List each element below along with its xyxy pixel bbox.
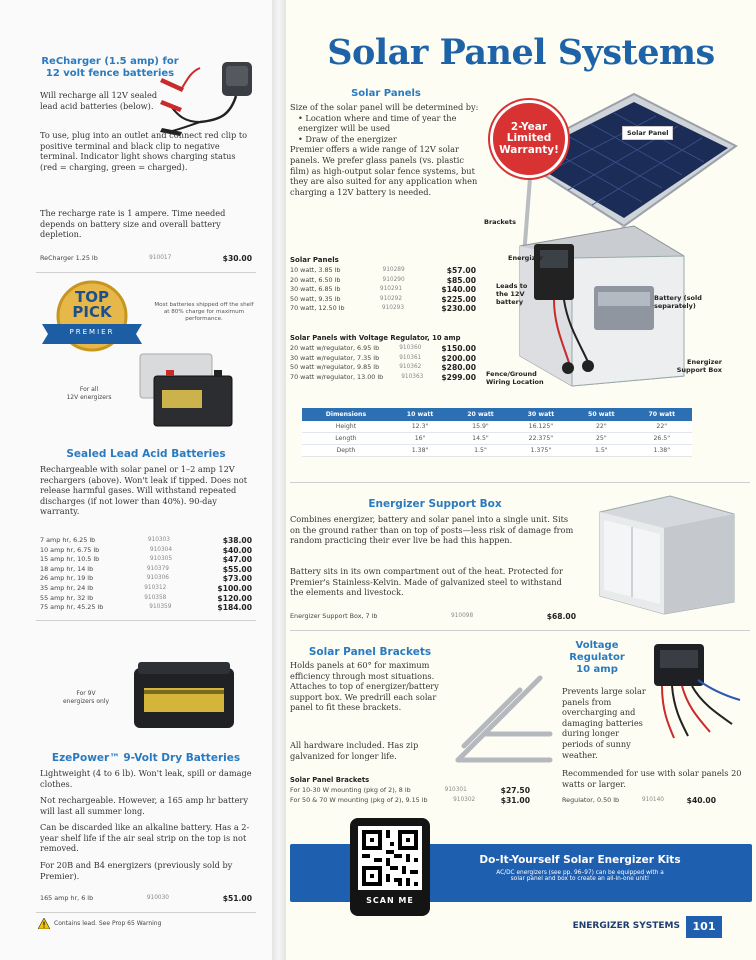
- caption-line1: For 9V: [76, 690, 96, 697]
- price-item-name: 18 amp hr, 14 lb: [40, 564, 94, 573]
- support-box-image: [590, 492, 740, 616]
- price-item-name: 165 amp hr, 6 lb: [40, 894, 94, 902]
- table-cell: 25": [571, 433, 631, 445]
- price-item-price: $299.00: [441, 372, 476, 382]
- table-cell: 26.5": [632, 433, 692, 445]
- solar-panels-list-title: Solar Panels: [290, 256, 339, 264]
- diy-banner-text: [420, 854, 740, 882]
- price-item-price: $184.00: [217, 603, 252, 613]
- dry-battery-caption: [48, 690, 124, 706]
- recharger-body-3: The recharge rate is 1 ampere. Time needed depends on battery size and overall battery depletion.: [40, 208, 226, 240]
- price-item-price: $73.00: [222, 574, 252, 584]
- price-item-name: 50 watt w/regulator, 9.85 lb: [290, 363, 380, 372]
- callout-battery: Battery (sold separately): [654, 294, 702, 310]
- price-item-name: 70 watt, 12.50 lb: [290, 304, 345, 313]
- price-item-sku: 910304: [149, 546, 173, 553]
- brackets-body-1: Holds panels at 60° for maximum efficiency through most situations. Attaches to top of energizer/battery support box. We predrill each solar panel to fit these brackets.: [290, 660, 439, 713]
- solar-panels-body: [290, 102, 480, 197]
- price-item-name: For 10-30 W mounting (pkg of 2), 8 lb: [290, 786, 411, 794]
- table-cell: 14.5": [450, 433, 510, 445]
- price-item-name: 20 watt w/regulator, 6.95 lb: [290, 344, 380, 352]
- recharger-price-row: [40, 254, 252, 264]
- price-item-sku: 910301: [444, 787, 467, 793]
- solar-panels-heading: Solar Panels: [351, 88, 421, 99]
- badge-line3: Warranty!: [499, 143, 559, 156]
- price-item-price: $40.00: [686, 796, 716, 805]
- price-item-sku: 910302: [453, 796, 476, 803]
- dry-battery-body-3: Can be discarded like an alkaline battery. Has a 2-year shelf life if the air seal strip on the top is not removed.: [40, 822, 250, 854]
- price-item-price: $27.50: [500, 786, 530, 795]
- price-item-name: 15 amp hr, 10.5 lb: [40, 555, 100, 564]
- dry-battery-image: [130, 654, 240, 734]
- price-row: [40, 574, 252, 584]
- recharger-body-1: Will recharge all 12V sealed lead acid batteries (below).: [40, 90, 158, 111]
- price-item-price: $100.00: [217, 583, 252, 593]
- sealed-battery-image: [136, 350, 236, 430]
- qr-caption: SCAN ME: [366, 896, 414, 905]
- price-item-price: $150.00: [441, 344, 476, 353]
- price-row: [290, 276, 476, 286]
- table-header: 10 watt: [390, 408, 450, 421]
- badge-line1: 2-Year: [510, 120, 548, 133]
- divider: [36, 272, 256, 273]
- price-item-price: $230.00: [441, 304, 476, 314]
- table-header-row: [302, 408, 692, 421]
- top-pick-line2: PICK: [72, 303, 112, 321]
- price-item-price: $38.00: [222, 536, 252, 545]
- regulator-price-row: [562, 796, 716, 806]
- table-cell: 1.5": [450, 445, 510, 457]
- price-item-sku: 910362: [399, 364, 422, 371]
- price-item-price: $40.00: [222, 545, 252, 555]
- qr-code-icon[interactable]: [358, 826, 422, 890]
- price-row: [290, 363, 476, 373]
- solar-regulator-price-list: [290, 344, 476, 382]
- table-cell: 1.38": [632, 445, 692, 457]
- price-item-name: 55 amp hr, 32 lb: [40, 593, 94, 602]
- footer-section-label: ENERGIZER SYSTEMS: [572, 921, 680, 931]
- price-item-sku: 910303: [147, 537, 170, 543]
- price-item-name: For 50 & 70 W mounting (pkg of 2), 9.15 lb: [290, 795, 428, 804]
- top-pick-ribbon: PREMIER: [69, 328, 115, 336]
- price-item-name: ReCharger 1.25 lb: [40, 254, 98, 262]
- price-item-price: $47.00: [222, 555, 252, 565]
- price-item-sku: 910291: [379, 286, 403, 293]
- recharger-heading-line1: ReCharger (1.5 amp) for: [41, 56, 179, 67]
- regulator-body-1: Prevents large solar panels from overcharging and damaging batteries during longer periods of sunny weather.: [562, 686, 646, 760]
- sealed-battery-body: Rechargeable with solar panel or 1–2 amp 12V rechargers (above). Won't leak if tipped. Does not release harmful gases. Will withstand repeated discharges (if not lower than 40%). 90-day warranty.: [40, 464, 248, 517]
- solar-panels-price-list: [290, 266, 476, 314]
- callout-leads: Leads to the 12V battery: [496, 282, 528, 306]
- price-item-price: $85.00: [446, 275, 476, 285]
- support-box-heading: Energizer Support Box: [368, 498, 502, 510]
- price-row: [40, 584, 252, 594]
- price-row: [40, 555, 252, 565]
- top-pick-note: Most batteries shipped off the shelf at 80% charge for maximum performance.: [154, 302, 254, 322]
- table-header: 50 watt: [571, 408, 631, 421]
- callout-support-box: Energizer Support Box: [676, 358, 722, 374]
- page-gutter: [272, 0, 286, 960]
- recharger-body-2: To use, plug into an outlet and connect red clip to positive terminal and black clip to negative terminal. Indicator light shows charging status (red = charging, green = charged).: [40, 130, 248, 172]
- price-item-sku: 910359: [149, 604, 172, 611]
- support-box-body-2: Battery sits in its own compartment out of the heat. Protected for Premier's Stainless-Kelvin. Made of galvanized steel to withstand the elements and livestock.: [290, 566, 563, 598]
- price-item-sku: 910290: [382, 276, 405, 283]
- warranty-badge: [490, 100, 568, 178]
- warning-text: Contains lead. See Prop 65 Warning: [54, 920, 162, 927]
- badge-line2: Limited: [506, 132, 552, 145]
- table-header: 70 watt: [632, 408, 692, 421]
- price-item-name: 35 amp hr, 24 lb: [40, 583, 94, 592]
- price-item-name: 20 watt, 6.50 lb: [290, 275, 341, 284]
- price-item-sku: 910363: [401, 373, 424, 380]
- price-row: [290, 304, 476, 314]
- regulator-body-2: Recommended for use with solar panels 20 watts or larger.: [562, 768, 742, 789]
- price-row: [290, 266, 476, 276]
- solar-bullet-1: • Location where and time of year the energizer will be used: [298, 112, 457, 134]
- diy-banner-title: Do-It-Yourself Solar Energizer Kits: [479, 854, 681, 866]
- table-cell: Height: [302, 421, 390, 433]
- brackets-body-2: All hardware included. Has zip galvanized for longer life.: [290, 740, 419, 761]
- price-item-price: $280.00: [441, 363, 476, 373]
- price-item-price: $225.00: [441, 294, 476, 304]
- price-item-name: Regulator, 0.50 lb: [562, 796, 620, 804]
- page-title: Solar Panel Systems: [327, 32, 715, 73]
- table-row: [302, 445, 692, 457]
- price-item-sku: 910030: [146, 895, 169, 901]
- caption-line2: 12V energizers: [66, 394, 112, 401]
- price-item-price: $57.00: [446, 266, 476, 275]
- brackets-heading: Solar Panel Brackets: [308, 646, 432, 658]
- price-row: [40, 536, 252, 546]
- table-cell: 16.125": [511, 421, 571, 433]
- regulator-heading: [562, 640, 632, 676]
- price-item-name: 10 amp hr, 6.75 lb: [40, 545, 100, 554]
- price-item-price: $51.00: [222, 894, 252, 903]
- price-item-price: $140.00: [441, 285, 476, 295]
- table-cell: 12.3": [390, 421, 450, 433]
- sealed-battery-caption: [54, 386, 124, 402]
- solar-bullet-2: • Draw of the energizer: [298, 133, 397, 144]
- price-row: [290, 344, 476, 354]
- price-item-price: $68.00: [546, 612, 576, 621]
- top-pick-text: [40, 290, 144, 320]
- diy-banner-line2: solar panel and box to create an all-in-one unit!: [510, 876, 650, 882]
- price-row: [290, 285, 476, 295]
- brackets-list-title: Solar Panel Brackets: [290, 776, 370, 784]
- price-item-sku: 910360: [399, 345, 422, 351]
- regulator-heading-line1: Voltage: [575, 640, 619, 651]
- recharger-image: [160, 60, 260, 140]
- price-item-name: 7 amp hr, 6.25 lb: [40, 536, 96, 544]
- recharger-heading-line2: 12 volt fence batteries: [45, 68, 175, 79]
- table-cell: Length: [302, 433, 390, 445]
- divider: [36, 620, 256, 621]
- price-item-price: $55.00: [222, 564, 252, 574]
- price-row: [40, 565, 252, 575]
- table-cell: 1.375": [511, 445, 571, 457]
- caption-line1: For all: [79, 386, 99, 393]
- price-item-sku: 910306: [146, 575, 169, 582]
- price-item-price: $200.00: [441, 353, 476, 363]
- solar-body-2: Premier offers a wide range of 12V solar panels. We prefer glass panels (vs. plastic film) as high-output solar fence systems, but they are also suited for any application when charging a 12V battery is needed.: [290, 144, 478, 197]
- price-item-sku: 910140: [641, 797, 664, 803]
- price-item-price: $30.00: [222, 254, 252, 263]
- dry-battery-heading: EzePower™ 9-Volt Dry Batteries: [51, 752, 241, 764]
- diy-banner-line1: AC/DC energizers (see pp. 96–97) can be equipped with a: [496, 870, 664, 876]
- table-cell: 1.38": [390, 445, 450, 457]
- price-item-sku: 910289: [382, 267, 405, 273]
- price-row: [290, 786, 530, 796]
- price-item-sku: 910305: [149, 556, 173, 563]
- sealed-battery-heading: Sealed Lead Acid Batteries: [66, 448, 226, 460]
- price-item-name: 70 watt w/regulator, 13.00 lb: [290, 372, 384, 381]
- price-item-sku: 910293: [381, 305, 405, 312]
- price-item-sku: 910361: [399, 354, 422, 361]
- price-item-name: 10 watt, 3.85 lb: [290, 266, 341, 274]
- price-row: [40, 603, 252, 613]
- price-row: [290, 373, 476, 383]
- support-box-price-row: [290, 612, 576, 622]
- dry-battery-body-1: Lightweight (4 to 6 lb). Won't leak, spill or damage clothes.: [40, 768, 252, 789]
- dry-battery-body-4: For 20B and B4 energizers (previously sold by Premier).: [40, 860, 233, 881]
- price-item-price: $120.00: [217, 593, 252, 603]
- price-item-sku: 910098: [451, 613, 474, 619]
- page-number: 101: [686, 916, 722, 938]
- callout-fence-ground: Fence/Ground Wiring Location: [486, 370, 544, 386]
- price-item-name: 30 watt, 6.85 lb: [290, 285, 341, 294]
- dry-battery-price-row: [40, 894, 252, 904]
- table-cell: 22": [571, 421, 631, 433]
- solar-body-intro: Size of the solar panel will be determined by:: [290, 102, 479, 112]
- divider: [36, 912, 256, 913]
- table-cell: Depth: [302, 445, 390, 457]
- table-row: [302, 433, 692, 445]
- price-item-sku: 910017: [149, 255, 172, 261]
- callout-solar-panel: Solar Panel: [622, 126, 673, 140]
- table-header: 30 watt: [511, 408, 571, 421]
- qr-code-card[interactable]: [350, 818, 430, 916]
- top-pick-line1: TOP: [75, 288, 109, 306]
- table-header: Dimensions: [302, 408, 390, 421]
- prop65-warning: [38, 918, 258, 929]
- brackets-price-list: [290, 786, 530, 805]
- price-row: [290, 295, 476, 305]
- price-item-name: Energizer Support Box, 7 lb: [290, 612, 378, 620]
- sealed-battery-price-list: [40, 536, 252, 613]
- table-cell: 16": [390, 433, 450, 445]
- price-row: [40, 546, 252, 556]
- top-pick-badge: [40, 280, 144, 360]
- support-box-body-1: Combines energizer, battery and solar panel into a single unit. Sits on the ground rather than on top of posts—less risk of damage from random practicing their ever live be had this happen.: [290, 514, 574, 546]
- price-item-sku: 910312: [144, 584, 167, 591]
- table-header: 20 watt: [450, 408, 510, 421]
- callout-brackets: Brackets: [484, 218, 516, 226]
- table-cell: 15.9": [450, 421, 510, 433]
- price-item-sku: 910379: [146, 565, 169, 572]
- price-item-sku: 910358: [144, 594, 167, 601]
- brackets-image: [450, 650, 556, 770]
- table-cell: 1.5": [571, 445, 631, 457]
- callout-energizer: Energizer: [508, 254, 543, 262]
- price-item-sku: 910292: [379, 295, 403, 302]
- dimensions-table: [302, 408, 692, 457]
- price-row: [290, 354, 476, 364]
- divider: [290, 482, 750, 483]
- regulator-image: [648, 640, 744, 740]
- divider: [290, 630, 750, 631]
- regulator-heading-line2: Regulator: [569, 652, 625, 663]
- price-item-name: 26 amp hr, 19 lb: [40, 574, 94, 583]
- price-item-name: 30 watt w/regulator, 7.35 lb: [290, 353, 380, 362]
- price-item-name: 75 amp hr, 45.25 lb: [40, 603, 104, 612]
- solar-regulator-list-title: Solar Panels with Voltage Regulator, 10 amp: [290, 334, 461, 342]
- price-row: [40, 594, 252, 604]
- caption-line2: energizers only: [62, 698, 110, 705]
- table-row: [302, 421, 692, 433]
- warning-icon: [38, 918, 50, 929]
- price-item-price: $31.00: [500, 795, 530, 805]
- dry-battery-body-2: Not rechargeable. However, a 165 amp hr battery will last all summer long.: [40, 795, 248, 816]
- regulator-heading-line3: 10 amp: [576, 664, 618, 675]
- table-cell: 22": [632, 421, 692, 433]
- table-cell: 22.375": [511, 433, 571, 445]
- price-item-name: 50 watt, 9.35 lb: [290, 294, 341, 303]
- price-row: [290, 796, 530, 806]
